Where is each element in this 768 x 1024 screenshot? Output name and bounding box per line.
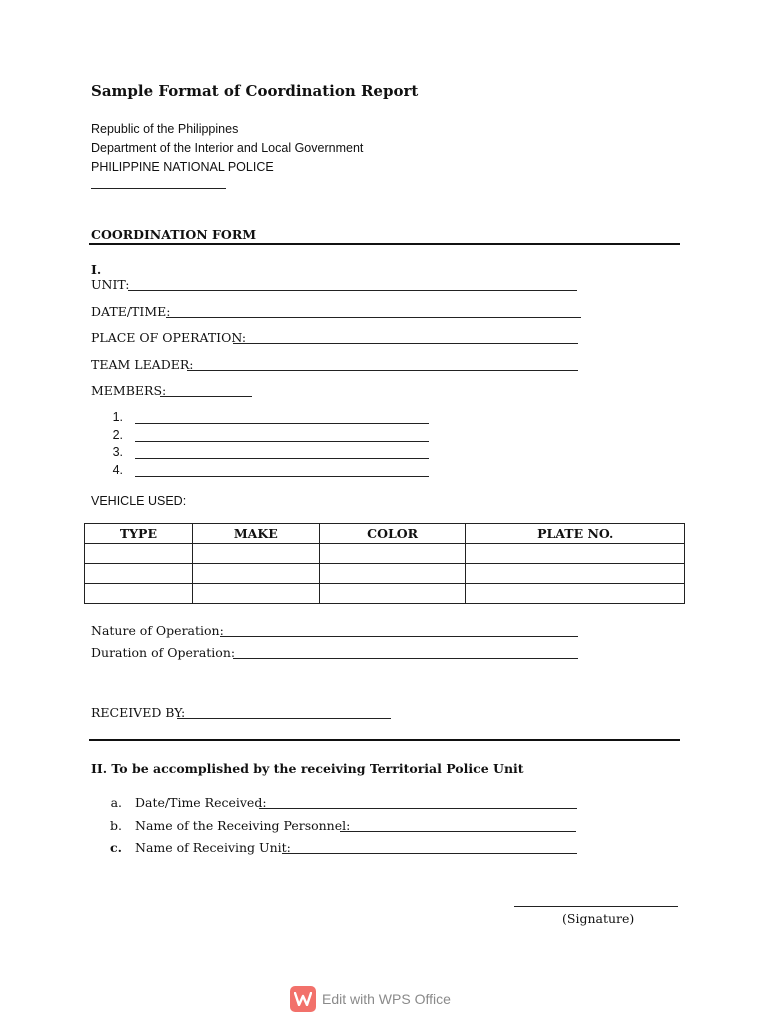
wps-logo-icon	[290, 986, 316, 1012]
vehicle-header-type: TYPE	[85, 524, 193, 544]
member-1-field[interactable]	[135, 423, 429, 424]
member-number: 3.	[112, 445, 123, 459]
nature-of-operation-field[interactable]	[220, 636, 578, 637]
item-marker: a.	[110, 795, 122, 810]
signature-line[interactable]	[514, 906, 678, 907]
form-title: COORDINATION FORM	[91, 227, 257, 242]
table-cell[interactable]	[85, 544, 193, 564]
wps-office-badge[interactable]	[290, 986, 451, 1012]
nature-of-operation-label: Nature of Operation:	[91, 623, 224, 638]
vehicle-header-plate-no: PLATE NO.	[466, 524, 685, 544]
place-of-operation-label: PLACE OF OPERATION:	[91, 330, 247, 345]
document-title: Sample Format of Coordination Report	[91, 82, 419, 100]
section-divider-rule	[89, 739, 680, 741]
header-republic: Republic of the Philippines	[91, 122, 239, 136]
item-marker: b.	[110, 818, 122, 833]
vehicle-used-label: VEHICLE USED:	[91, 494, 187, 508]
signature-label: (Signature)	[562, 911, 635, 926]
table-cell[interactable]	[319, 584, 466, 604]
table-cell[interactable]	[192, 564, 319, 584]
section-2-heading: II. To be accomplished by the receiving Territorial Police Unit	[91, 761, 524, 776]
team-leader-field[interactable]	[187, 370, 578, 371]
header-pnp: PHILIPPINE NATIONAL POLICE	[91, 160, 274, 174]
datetime-field[interactable]	[166, 317, 581, 318]
member-number: 4.	[112, 463, 123, 477]
member-2-field[interactable]	[135, 441, 429, 442]
date-time-received-label: Date/Time Received:	[135, 795, 267, 810]
receiving-unit-field[interactable]	[282, 853, 577, 854]
table-cell[interactable]	[319, 544, 466, 564]
wps-office-text: Edit with WPS Office	[322, 991, 451, 1007]
table-cell[interactable]	[192, 584, 319, 604]
member-number: 2.	[112, 428, 123, 442]
member-3-field[interactable]	[135, 458, 429, 459]
table-cell[interactable]	[466, 584, 685, 604]
table-cell[interactable]	[319, 564, 466, 584]
form-title-rule	[89, 243, 680, 245]
members-field[interactable]	[160, 396, 252, 397]
place-of-operation-field[interactable]	[233, 343, 578, 344]
datetime-label: DATE/TIME:	[91, 304, 171, 319]
header-department: Department of the Interior and Local Government	[91, 141, 364, 155]
section-1-numeral: I.	[91, 262, 102, 277]
table-cell[interactable]	[466, 564, 685, 584]
unit-field[interactable]	[128, 290, 577, 291]
vehicle-table-header-row	[85, 524, 685, 544]
table-row	[85, 564, 685, 584]
receiving-personnel-field[interactable]	[340, 831, 576, 832]
members-label: MEMBERS:	[91, 383, 167, 398]
duration-of-operation-field[interactable]	[233, 658, 578, 659]
member-4-field[interactable]	[135, 476, 429, 477]
receiving-unit-label: Name of Receiving Unit:	[135, 840, 291, 855]
header-underline	[91, 188, 226, 189]
receiving-personnel-label: Name of the Receiving Personnel:	[135, 818, 351, 833]
vehicle-header-make: MAKE	[192, 524, 319, 544]
received-by-label: RECEIVED BY:	[91, 705, 186, 720]
table-row	[85, 584, 685, 604]
vehicle-header-color: COLOR	[319, 524, 466, 544]
table-cell[interactable]	[85, 564, 193, 584]
table-cell[interactable]	[85, 584, 193, 604]
table-cell[interactable]	[192, 544, 319, 564]
date-time-received-field[interactable]	[259, 808, 577, 809]
table-cell[interactable]	[466, 544, 685, 564]
received-by-field[interactable]	[177, 718, 391, 719]
member-number: 1.	[112, 410, 123, 424]
vehicle-table	[84, 523, 685, 604]
unit-label: UNIT:	[91, 277, 130, 292]
duration-of-operation-label: Duration of Operation:	[91, 645, 236, 660]
team-leader-label: TEAM LEADER:	[91, 357, 194, 372]
item-marker: c.	[110, 840, 122, 855]
table-row	[85, 544, 685, 564]
